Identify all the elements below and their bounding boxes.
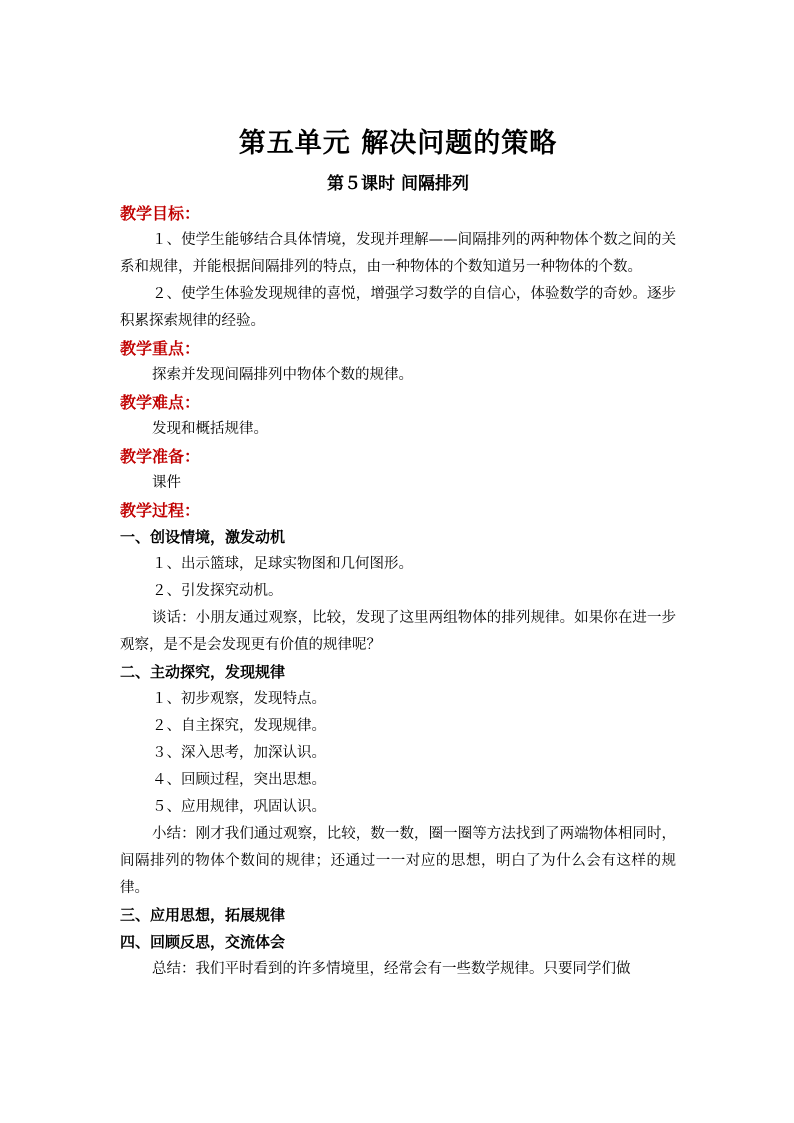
section-2-item-3: ３、深入思考，加深认识。 xyxy=(152,745,326,761)
section-2-summary: 小结：刚才我们通过观察，比较，数一数，圈一圈等方法找到了两端物体相同时，间隔排列的物体个数间的规律；还通过一一对应的思想，明白了为什么会有这样的规律。 xyxy=(120,826,676,896)
section-2-item-5: ５、应用规律，巩固认识。 xyxy=(152,799,326,815)
difficulty-text: 发现和概括规律。 xyxy=(152,421,268,437)
preparation-text: 课件 xyxy=(152,475,181,491)
section-2-item-4: ４、回顾过程，突出思想。 xyxy=(152,772,326,788)
goals-heading: 教学目标： xyxy=(120,204,201,223)
section-1-item-1: １、出示篮球，足球实物图和几何图形。 xyxy=(152,556,413,572)
section-3-title: 三、应用思想，拓展规律 xyxy=(120,906,286,924)
section-2-item-1: １、初步观察，发现特点。 xyxy=(152,691,326,707)
section-1-item-2: ２、引发探究动机。 xyxy=(152,583,283,599)
goal-1-paragraph: １、使学生能够结合具体情境，发现并理解——间隔排列的两种物体个数之间的关系和规律，并能根据间隔排列的特点，由一种物体的个数知道另一种物体的个数。 xyxy=(120,232,676,275)
key-point-text: 探索并发现间隔排列中物体个数的规律。 xyxy=(152,367,413,383)
section-4-title: 四、回顾反思，交流体会 xyxy=(120,933,286,951)
preparation-heading: 教学准备： xyxy=(120,447,201,466)
document-page xyxy=(120,124,676,983)
section-4-summary: 总结：我们平时看到的许多情境里，经常会有一些数学规律。只要同学们做 xyxy=(152,961,631,977)
section-1-title: 一、创设情境，激发动机 xyxy=(120,528,286,546)
section-1-talk: 谈话：小朋友通过观察，比较，发现了这里两组物体的排列规律。如果你在进一步观察，是不是会发现更有价值的规律呢？ xyxy=(120,610,676,653)
difficulty-heading: 教学难点： xyxy=(120,393,201,412)
section-2-title: 二、主动探究，发现规律 xyxy=(120,663,286,681)
process-heading: 教学过程： xyxy=(120,501,201,520)
section-2-item-2: ２、自主探究，发现规律。 xyxy=(152,718,326,734)
goal-2-paragraph: ２、使学生体验发现规律的喜悦，增强学习数学的自信心，体验数学的奇妙。逐步积累探索规律的经验。 xyxy=(120,286,676,329)
lesson-subtitle: 第５课时 间隔排列 xyxy=(327,174,469,194)
document-title: 第五单元 解决问题的策略 xyxy=(238,128,558,159)
key-point-heading: 教学重点： xyxy=(120,339,201,358)
